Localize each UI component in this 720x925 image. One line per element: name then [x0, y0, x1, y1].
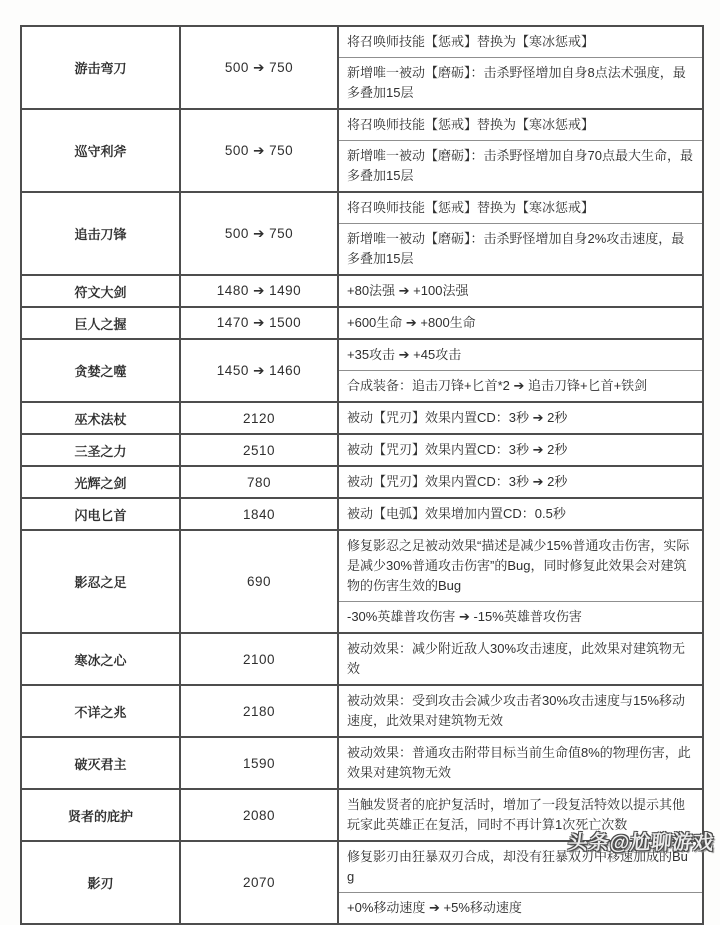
item-price: 2120 — [180, 402, 338, 434]
item-name: 贤者的庇护 — [21, 789, 180, 841]
item-price: 2510 — [180, 434, 338, 466]
item-row — [21, 192, 703, 275]
watermark: 头条@尬聊游戏 — [567, 832, 716, 854]
item-name: 巡守利斧 — [21, 109, 180, 192]
change-entry: 将召唤师技能【惩戒】替换为【寒冰惩戒】 — [347, 34, 595, 49]
item-price: 2100 — [180, 633, 338, 685]
change-entry: 修复影忍之足被动效果“描述是减少15%普通攻击伤害，实际是减少30%普通攻击伤害”的Bug，同时修复此效果会对建筑物的伤害生效的Bug — [347, 538, 690, 593]
item-changes — [338, 192, 703, 275]
item-changes — [338, 109, 703, 192]
item-row — [21, 402, 703, 434]
item-row — [21, 530, 703, 633]
item-name: 巨人之握 — [21, 307, 180, 339]
item-changes — [338, 737, 703, 789]
change-entry: +0%移动速度 ➔ +5%移动速度 — [339, 892, 702, 923]
change-entry: 合成装备：追击刀锋+匕首*2 ➔ 追击刀锋+匕首+铁剑 — [339, 370, 702, 401]
item-row — [21, 307, 703, 339]
item-changes — [338, 339, 703, 402]
item-changes — [338, 275, 703, 307]
item-price: 690 — [180, 530, 338, 633]
item-price: 780 — [180, 466, 338, 498]
change-entry: 被动【咒刃】效果内置CD：3秒 ➔ 2秒 — [347, 442, 568, 457]
item-changes — [338, 685, 703, 737]
item-changes — [338, 307, 703, 339]
item-price: 1840 — [180, 498, 338, 530]
item-row — [21, 633, 703, 685]
change-entry: 被动【咒刃】效果内置CD：3秒 ➔ 2秒 — [347, 474, 568, 489]
item-row — [21, 466, 703, 498]
item-name: 寒冰之心 — [21, 633, 180, 685]
change-entry: 新增唯一被动【磨砺】：击杀野怪增加自身8点法术强度，最多叠加15层 — [339, 57, 702, 108]
change-entry: 将召唤师技能【惩戒】替换为【寒冰惩戒】 — [347, 117, 595, 132]
change-entry: 将召唤师技能【惩戒】替换为【寒冰惩戒】 — [347, 200, 595, 215]
item-name: 追击刀锋 — [21, 192, 180, 275]
item-name: 光辉之剑 — [21, 466, 180, 498]
item-row — [21, 109, 703, 192]
item-name: 影刃 — [21, 841, 180, 924]
change-entry: 新增唯一被动【磨砺】：击杀野怪增加自身2%攻击速度，最多叠加15层 — [339, 223, 702, 274]
item-name: 破灭君主 — [21, 737, 180, 789]
item-name: 不详之兆 — [21, 685, 180, 737]
item-price: 500 ➔ 750 — [180, 192, 338, 275]
change-entry: 当触发贤者的庇护复活时，增加了一段复活特效以提示其他玩家此英雄正在复活，同时不再计算1次死亡次数 — [347, 797, 686, 832]
item-price: 1450 ➔ 1460 — [180, 339, 338, 402]
item-price: 2180 — [180, 685, 338, 737]
item-row — [21, 498, 703, 530]
item-changes — [338, 434, 703, 466]
change-entry: +80法强 ➔ +100法强 — [347, 283, 469, 298]
item-price: 1480 ➔ 1490 — [180, 275, 338, 307]
change-entry: 修复影刃由狂暴双刃合成，却没有狂暴双刃中移速加成的Bug — [347, 849, 688, 884]
item-price: 500 ➔ 750 — [180, 109, 338, 192]
item-name: 贪婪之噬 — [21, 339, 180, 402]
item-name: 符文大剑 — [21, 275, 180, 307]
item-price: 1470 ➔ 1500 — [180, 307, 338, 339]
item-row — [21, 26, 703, 109]
item-name: 影忍之足 — [21, 530, 180, 633]
item-changes — [338, 466, 703, 498]
item-changes-table — [20, 25, 704, 925]
change-entry: 被动【咒刃】效果内置CD：3秒 ➔ 2秒 — [347, 410, 568, 425]
item-row — [21, 275, 703, 307]
change-entry: 被动效果：减少附近敌人30%攻击速度，此效果对建筑物无效 — [347, 641, 686, 676]
item-changes — [338, 633, 703, 685]
item-name: 游击弯刀 — [21, 26, 180, 109]
item-changes — [338, 26, 703, 109]
change-entry: -30%英雄普攻伤害 ➔ -15%英雄普攻伤害 — [339, 601, 702, 632]
item-name: 闪电匕首 — [21, 498, 180, 530]
item-price: 500 ➔ 750 — [180, 26, 338, 109]
change-entry: 被动效果：普通攻击附带目标当前生命值8%的物理伤害，此效果对建筑物无效 — [347, 745, 691, 780]
item-changes — [338, 402, 703, 434]
item-price: 2070 — [180, 841, 338, 924]
item-row — [21, 339, 703, 402]
item-name: 巫术法杖 — [21, 402, 180, 434]
change-entry: 新增唯一被动【磨砺】：击杀野怪增加自身70点最大生命，最多叠加15层 — [339, 140, 702, 191]
change-entry: +600生命 ➔ +800生命 — [347, 315, 476, 330]
item-name: 三圣之力 — [21, 434, 180, 466]
change-entry: 被动效果：受到攻击会减少攻击者30%攻击速度与15%移动速度，此效果对建筑物无效 — [347, 693, 686, 728]
item-row — [21, 434, 703, 466]
change-entry: +35攻击 ➔ +45攻击 — [347, 347, 462, 362]
item-price: 2080 — [180, 789, 338, 841]
change-entry: 被动【电弧】效果增加内置CD：0.5秒 — [347, 506, 566, 521]
item-changes — [338, 498, 703, 530]
item-price: 1590 — [180, 737, 338, 789]
item-row — [21, 685, 703, 737]
item-changes — [338, 530, 703, 633]
table-body — [21, 26, 703, 924]
item-row — [21, 737, 703, 789]
